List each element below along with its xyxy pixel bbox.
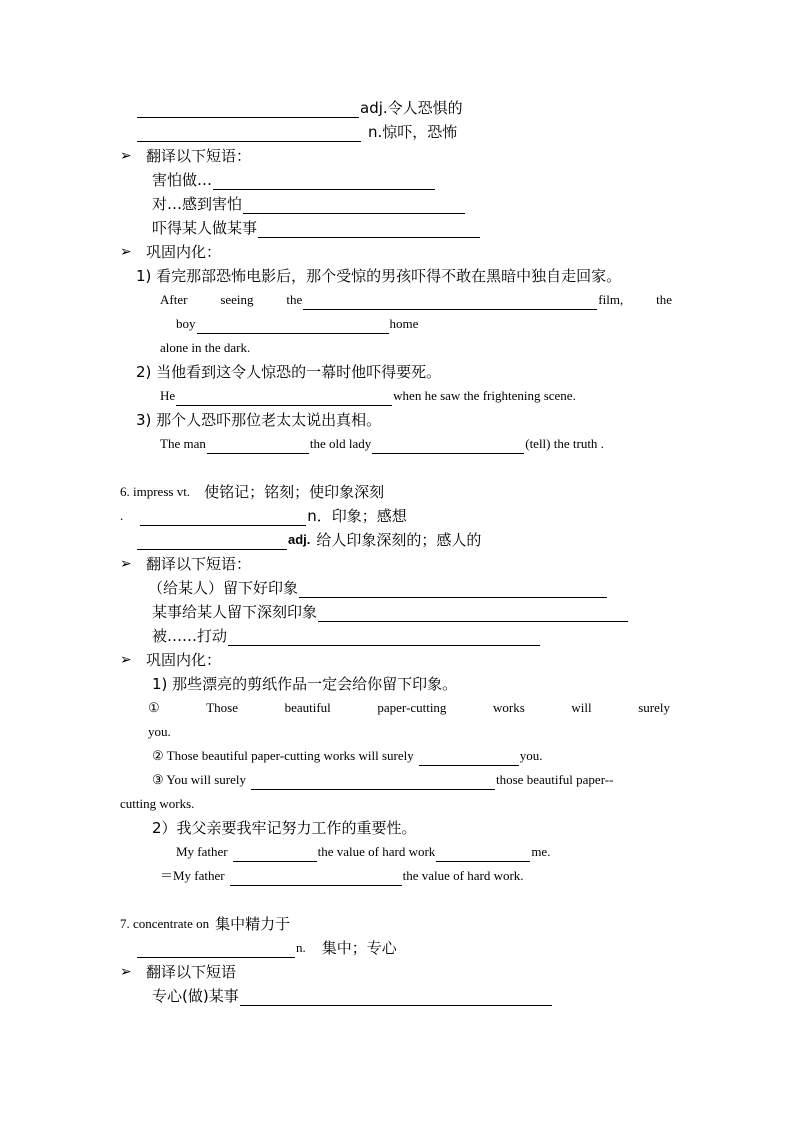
adj-line: adj.令人恐惧的 [136,98,463,118]
noun-line: n. 集中；专心 [136,938,397,958]
question-1: 1) 那些漂亮的剪纸作品一定会给你留下印象。 [152,675,458,693]
section-7-heading: 7. concentrate on 集中精力于 [120,915,291,933]
consolidate-heading: ➢ 巩固内化： [120,651,222,669]
phrase-item: （给某人）留下好印象 [148,578,608,598]
translate-heading: ➢ 翻译以下短语： [120,555,252,573]
arrow-bullet-icon: ➢ [120,244,132,260]
section-6-heading: 6. impress vt. 使铭记；铭刻；使印象深刻 [120,483,385,501]
question-2: 2) 当他看到这令人惊恐的一幕时他吓得要死。 [136,363,442,381]
q2-answer-line: He when he saw the frightening scene. [160,386,576,406]
question-1: 1) 看完那部恐怖电影后，那个受惊的男孩吓得不敢在黑暗中独自走回家。 [136,267,622,285]
q1-answer-line: ① Those beautiful paper-cutting works will surely [148,700,670,715]
q1-answer-line: boy home [176,314,418,334]
blank[interactable] [213,175,435,190]
arrow-bullet-icon: ➢ [120,652,132,668]
blank[interactable] [176,391,392,406]
arrow-bullet-icon: ➢ [120,556,132,572]
arrow-bullet-icon: ➢ [120,964,132,980]
blank[interactable] [419,751,519,766]
blank[interactable] [243,199,465,214]
q1-answer-line: alone in the dark. [160,340,251,355]
arrow-bullet-icon: ➢ [120,148,132,164]
translate-heading: ➢ 翻译以下短语 [120,963,237,981]
phrase-item: 某事给某人留下深刻印象 [152,602,629,622]
blank[interactable] [137,943,295,958]
blank[interactable] [140,511,306,526]
blank[interactable] [240,991,552,1006]
blank[interactable] [258,223,480,238]
q1-answer-line: After seeing the film, the [160,290,672,310]
phrase-item: 对…感到害怕 [152,194,466,214]
q1-answer-line: cutting works. [120,796,195,811]
question-3: 3) 那个人恐吓那位老太太说出真相。 [136,411,382,429]
blank[interactable] [299,583,607,598]
consolidate-heading: ➢ 巩固内化： [120,243,222,261]
q2-answer-line: ＝My father the value of hard work. [160,866,524,886]
blank[interactable] [137,127,361,142]
q1-answer-line: ③ You will surely those beautiful paper-- [152,770,613,790]
phrase-item: 吓得某人做某事 [152,218,481,238]
blank[interactable] [228,631,540,646]
phrase-item: 被……打动 [152,626,541,646]
q1-answer-line: you. [148,724,171,739]
noun-line: . n．印象；感想 [120,507,407,525]
q3-answer-line: The man the old lady (tell) the truth . [160,434,604,454]
q1-answer-line: ② Those beautiful paper-cutting works will surely you. [152,746,542,766]
blank[interactable] [318,607,628,622]
blank[interactable] [230,871,402,886]
noun-line: n.惊吓，恐怖 [136,122,457,142]
q2-answer-line: My father the value of hard work me. [176,842,550,862]
blank[interactable] [251,775,495,790]
blank[interactable] [137,103,359,118]
blank[interactable] [207,439,309,454]
blank[interactable] [372,439,524,454]
blank[interactable] [233,847,317,862]
adj-line: adj. 给人印象深刻的；感人的 [136,530,481,550]
translate-heading: ➢ 翻译以下短语： [120,147,252,165]
question-2: 2）我父亲要我牢记努力工作的重要性。 [152,819,417,837]
blank[interactable] [197,319,389,334]
phrase-item: 专心(做)某事 [152,986,553,1006]
blank[interactable] [137,535,287,550]
phrase-item: 害怕做… [152,170,436,190]
blank[interactable] [303,295,597,310]
blank[interactable] [436,847,530,862]
